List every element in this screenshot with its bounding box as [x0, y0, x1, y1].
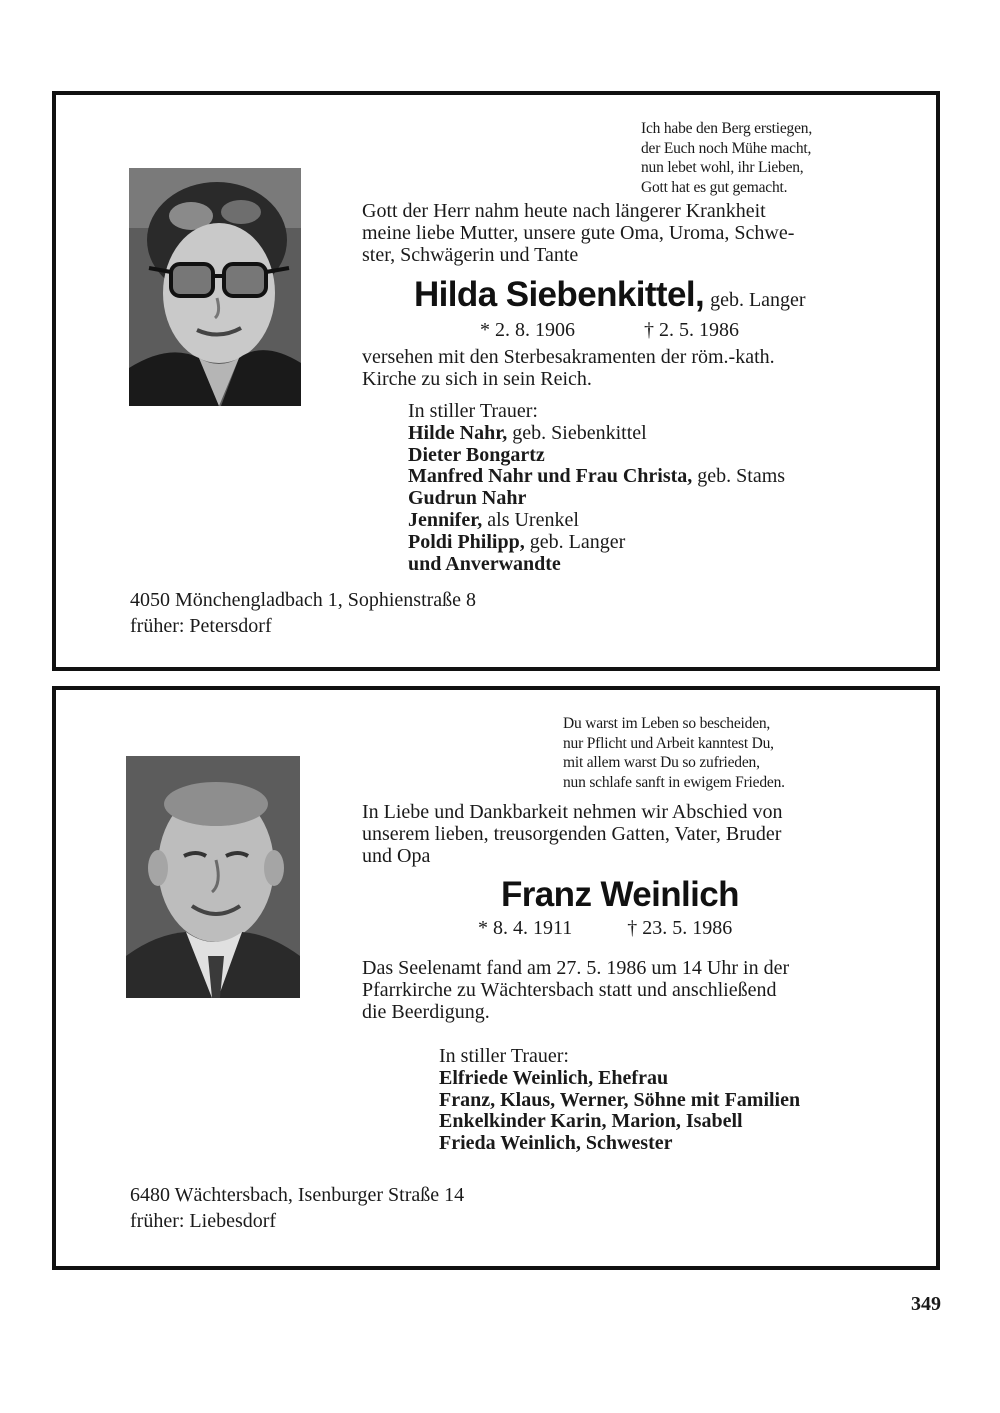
mourners-list: [408, 401, 785, 575]
mourner-line: und Anverwandte: [408, 552, 561, 575]
mourner-line: Elfriede Weinlich, Ehefrau: [439, 1066, 669, 1089]
mourner-line: Hilde Nahr, geb. Siebenkittel: [408, 421, 647, 444]
mourner-line: Jennifer, als Urenkel: [408, 508, 579, 531]
page-number: 349: [911, 1293, 941, 1315]
death-date: † 23. 5. 1986: [627, 917, 733, 939]
address-block: [130, 587, 476, 639]
memorial-verse: Du warst im Leben so bescheiden, nur Pflicht und Arbeit kanntest Du, mit allem warst Du so zufrieden, nun schlafe sanft in ewigem Frieden.: [563, 715, 785, 791]
address: 4050 Mönchengladbach 1, Sophienstraße 8: [130, 589, 477, 611]
mourner-line: Enkelkinder Karin, Marion, Isabell: [439, 1110, 743, 1133]
address-block: [130, 1182, 464, 1234]
deceased-name-line: [501, 875, 739, 915]
mourner-line: Dieter Bongartz: [408, 443, 545, 466]
closing-paragraph: Das Seelenamt fand am 27. 5. 1986 um 14 Uhr in der Pfarrkirche zu Wächtersbach statt und anschließend die Beerdigung.: [362, 957, 790, 1023]
mourner-line: Frieda Weinlich, Schwester: [439, 1132, 673, 1155]
obituary-notice-hilda: [52, 91, 940, 671]
mourner-line: Poldi Philipp, geb. Langer: [408, 530, 626, 553]
birth-date: * 8. 4. 1911: [478, 917, 573, 939]
intro-paragraph: Gott der Herr nahm heute nach längerer Krankheit meine liebe Mutter, unsere gute Oma, Uroma, Schwe- ster, Schwägerin und Tante: [362, 200, 795, 266]
mourner-line: Gudrun Nahr: [408, 487, 527, 510]
deceased-name: Franz Weinlich: [501, 875, 739, 914]
mourners-list: [439, 1046, 800, 1155]
former-residence: früher: Petersdorf: [130, 615, 272, 637]
death-date: † 2. 5. 1986: [644, 319, 739, 341]
portrait-photo-man: [126, 756, 300, 998]
mourner-line: Manfred Nahr und Frau Christa, geb. Stams: [408, 465, 786, 488]
portrait-photo-woman: [129, 168, 301, 406]
obituary-notice-franz: [52, 686, 940, 1270]
former-residence: früher: Liebesdorf: [130, 1210, 277, 1232]
deceased-name: Hilda Siebenkittel,: [414, 275, 705, 314]
intro-paragraph: In Liebe und Dankbarkeit nehmen wir Abschied von unserem lieben, treusorgenden Gatten, Vater, Bruder und Opa: [362, 801, 783, 867]
birth-date: * 2. 8. 1906: [480, 319, 575, 341]
life-dates: [480, 319, 739, 342]
mourning-heading: In stiller Trauer:: [439, 1045, 569, 1067]
life-dates: [478, 917, 732, 940]
maiden-name: geb. Langer: [710, 289, 806, 311]
mourning-heading: In stiller Trauer:: [408, 400, 538, 422]
mourner-line: Franz, Klaus, Werner, Söhne mit Familien: [439, 1088, 801, 1111]
closing-paragraph: versehen mit den Sterbesakramenten der röm.-kath. Kirche zu sich in sein Reich.: [362, 346, 775, 390]
memorial-verse: Ich habe den Berg erstiegen, der Euch noch Mühe macht, nun lebet wohl, ihr Lieben, Gott hat es gut gemacht.: [641, 120, 813, 196]
address: 6480 Wächtersbach, Isenburger Straße 14: [130, 1184, 465, 1206]
deceased-name-line: [414, 275, 806, 315]
